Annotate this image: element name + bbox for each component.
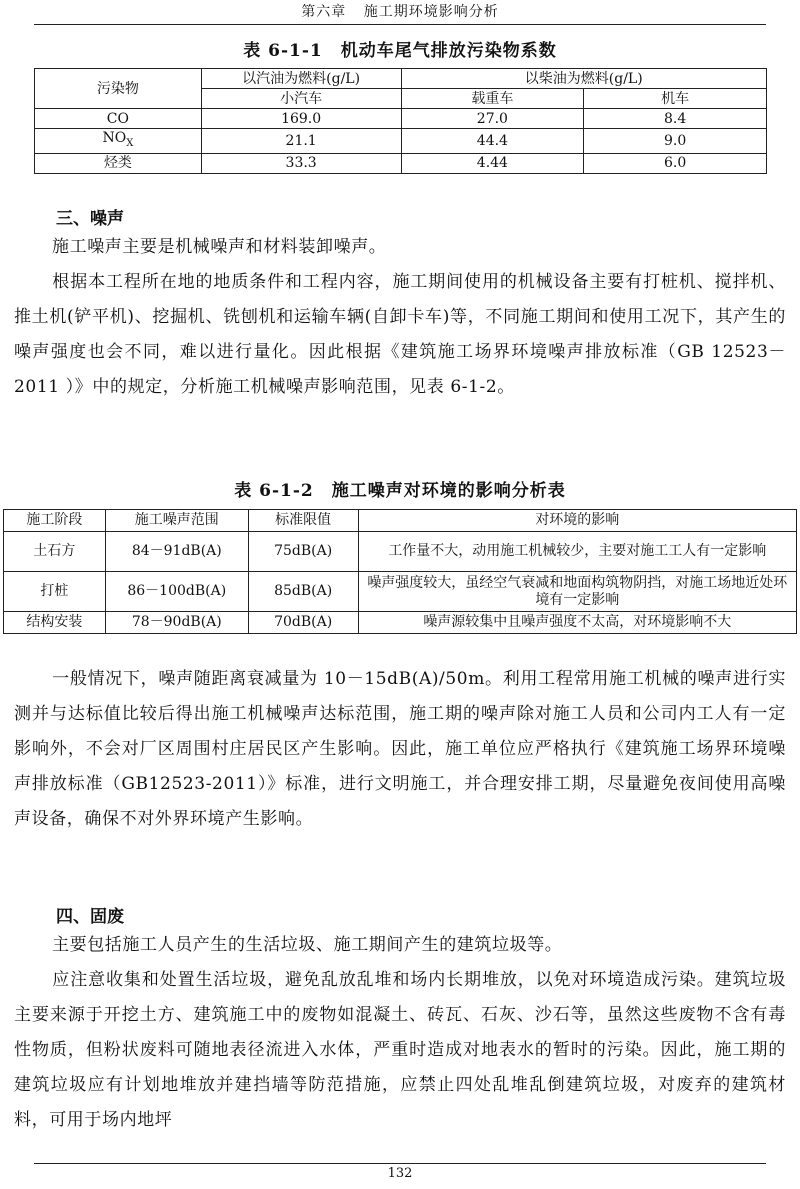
car-value: 33.3	[201, 153, 401, 173]
impact-cell: 工作量不大，动用施工机械较少，主要对施工工人有一定影响	[358, 532, 796, 572]
table-row	[35, 153, 767, 173]
stage-cell: 打桩	[4, 572, 106, 612]
table-row	[4, 612, 797, 634]
noise-impact-table	[3, 509, 797, 634]
moto-value: 6.0	[584, 153, 767, 173]
car-value: 169.0	[201, 109, 401, 129]
emission-factor-table	[34, 68, 767, 174]
page-number: 132	[387, 1166, 413, 1181]
header-truck: 载重车	[401, 89, 584, 109]
limit-cell: 85dB(A)	[248, 572, 358, 612]
truck-value: 4.44	[401, 153, 584, 173]
paragraph: 主要包括施工人员产生的生活垃圾、施工期间产生的建筑垃圾等。	[52, 935, 563, 955]
car-value: 21.1	[201, 129, 401, 154]
section-heading-solid-waste: 四、固废	[56, 907, 124, 927]
table-row	[4, 572, 797, 612]
paragraph: 根据本工程所在地的地质条件和工程内容，施工期间使用的机械设备主要有打桩机、搅拌机、推土机(铲平机)、挖掘机、铣刨机和运输车辆(自卸卡车)等，不同施工期间和使用工况下，其产生的噪声强度也会不同，难以进行量化。因此根据《建筑施工场界环境噪声排放标准（GB 12523－2011 ）》中的规定，分析施工机械噪声影响范围，见表 6-1-2。	[14, 272, 786, 397]
header-diesel: 以柴油为燃料(g/L)	[401, 69, 767, 89]
header-gasoline: 以汽油为燃料(g/L)	[201, 69, 401, 89]
truck-value: 44.4	[401, 129, 584, 154]
table-row	[35, 129, 767, 154]
impact-cell: 噪声强度较大，虽经空气衰减和地面构筑物阴挡，对施工场地近处环境有一定影响	[358, 572, 796, 612]
range-cell: 86－100dB(A)	[105, 572, 248, 612]
impact-cell: 噪声源较集中且噪声强度不太高，对环境影响不大	[358, 612, 796, 634]
table1-caption: 表 6-1-1 机动车尾气排放污染物系数	[243, 41, 557, 61]
pollutant-name: 烃类	[35, 153, 202, 173]
range-cell: 78－90dB(A)	[105, 612, 248, 634]
pollutant-name: $NO_X$	[35, 129, 202, 154]
limit-cell: 75dB(A)	[248, 532, 358, 572]
stage-cell: 土石方	[4, 532, 106, 572]
header-limit: 标准限值	[248, 510, 358, 532]
chapter-title: 施工期环境影响分析	[363, 4, 499, 20]
truck-value: 27.0	[401, 109, 584, 129]
paragraph: 应注意收集和处置生活垃圾，避免乱放乱堆和场内长期堆放，以免对环境造成污染。建筑垃圾主要来源于开挖土方、建筑施工中的废物如混凝土、砖瓦、石灰、沙石等，虽然这些废物不含有毒性物质，但粉状废料可随地表径流进入水体，严重时造成对地表水的暂时的污染。因此，施工期的建筑垃圾应有计划地堆放并建挡墙等防范措施，应禁止四处乱堆乱倒建筑垃圾，对废弃的建筑材料，可用于场内地坪	[14, 970, 786, 1130]
header-impact: 对环境的影响	[358, 510, 796, 532]
chapter-number: 第六章	[301, 4, 347, 20]
section-heading-noise: 三、噪声	[56, 209, 124, 229]
header-car: 小汽车	[201, 89, 401, 109]
header-motorcycle: 机车	[584, 89, 767, 109]
pollutant-name: CO	[35, 109, 202, 129]
paragraph: 施工噪声主要是机械噪声和材料装卸噪声。	[52, 237, 387, 257]
table-row	[4, 532, 797, 572]
limit-cell: 70dB(A)	[248, 612, 358, 634]
table-row	[35, 109, 767, 129]
table2-caption: 表 6-1-2 施工噪声对环境的影响分析表	[234, 481, 566, 501]
moto-value: 8.4	[584, 109, 767, 129]
range-cell: 84－91dB(A)	[105, 532, 248, 572]
header-stage: 施工阶段	[4, 510, 106, 532]
paragraph: 一般情况下，噪声随距离衰减量为 10－15dB(A)/50m。利用工程常用施工机械的噪声进行实测并与达标值比较后得出施工机械噪声达标范围，施工期的噪声除对施工人员和公司内工人有一定影响外，不会对厂区周围村庄居民区产生影响。因此，施工单位应严格执行《建筑施工场界环境噪声排放标准（GB12523-2011）》标准，进行文明施工，并合理安排工期，尽量避免夜间使用高噪声设备，确保不对外界环境产生影响。	[14, 669, 786, 829]
stage-cell: 结构安装	[4, 612, 106, 634]
footer-divider	[34, 1163, 766, 1164]
moto-value: 9.0	[584, 129, 767, 154]
header-range: 施工噪声范围	[105, 510, 248, 532]
header-pollutant: 污染物	[35, 69, 202, 109]
page-header	[34, 0, 766, 25]
